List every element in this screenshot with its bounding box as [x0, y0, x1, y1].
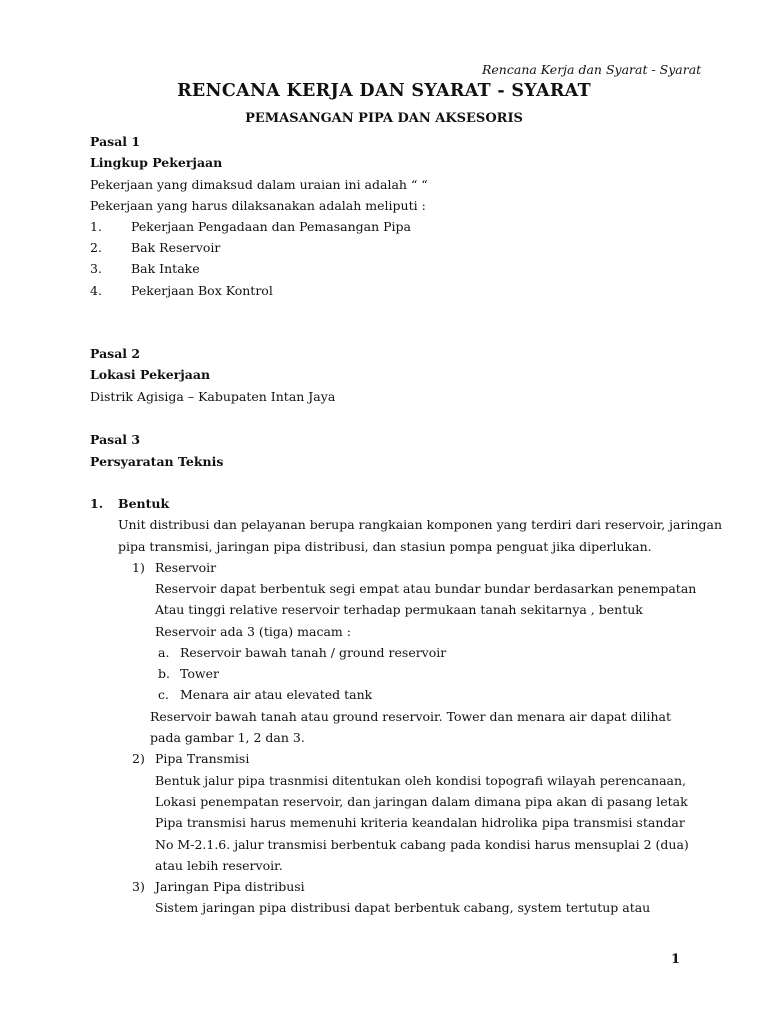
- list-item: Bak Intake: [131, 261, 200, 276]
- list-item: Bak Reservoir: [131, 240, 221, 255]
- subsection-number: 3): [132, 879, 145, 894]
- list-item-letter: c.: [158, 687, 169, 702]
- section-heading: Bentuk: [118, 496, 170, 511]
- pasal-2-heading: Pasal 2: [90, 346, 141, 361]
- list-item-letter: a.: [158, 645, 170, 660]
- subsection-heading: Reservoir: [155, 560, 217, 575]
- list-item-letter: b.: [158, 666, 170, 681]
- paragraph-line: Sistem jaringan pipa distribusi dapat berbentuk cabang, system tertutup atau: [155, 900, 651, 915]
- pasal-3-heading: Pasal 3: [90, 432, 141, 447]
- list-item: Reservoir bawah tanah / ground reservoir: [180, 645, 447, 660]
- list-item-number: 2.: [90, 240, 102, 255]
- list-item: Pekerjaan Box Kontrol: [131, 283, 273, 298]
- list-item-number: 1.: [90, 219, 102, 234]
- running-header: Rencana Kerja dan Syarat - Syarat: [482, 62, 702, 77]
- paragraph-line: No M-2.1.6. jalur transmisi berbentuk cabang pada kondisi harus mensuplai 2 (dua): [155, 837, 689, 852]
- paragraph-line: Pipa transmisi harus memenuhi kriteria keandalan hidrolika pipa transmisi standar: [155, 815, 685, 830]
- paragraph-line: Pekerjaan yang harus dilaksanakan adalah meliputi :: [90, 198, 426, 213]
- paragraph-line: Bentuk jalur pipa trasnmisi ditentukan oleh kondisi topografi wilayah perencanaan,: [155, 773, 686, 788]
- page-number: 1: [671, 952, 681, 967]
- paragraph-line: Reservoir dapat berbentuk segi empat atau bundar bundar berdasarkan penempatan: [155, 581, 697, 596]
- pasal-2-subheading: Lokasi Pekerjaan: [90, 367, 211, 382]
- list-item-number: 4.: [90, 283, 102, 298]
- subsection-heading: Jaringan Pipa distribusi: [155, 879, 305, 894]
- list-item: Pekerjaan Pengadaan dan Pemasangan Pipa: [131, 219, 411, 234]
- paragraph-line: Distrik Agisiga – Kabupaten Intan Jaya: [90, 389, 336, 404]
- pasal-3-subheading: Persyaratan Teknis: [90, 454, 224, 469]
- pasal-1-subheading: Lingkup Pekerjaan: [90, 155, 223, 170]
- pasal-1-heading: Pasal 1: [90, 134, 141, 149]
- paragraph-line: pada gambar 1, 2 dan 3.: [150, 730, 305, 745]
- section-number: 1.: [90, 496, 104, 511]
- paragraph-line: Unit distribusi dan pelayanan berupa rangkaian komponen yang terdiri dari reservoir, jaringan: [118, 517, 723, 532]
- subsection-number: 2): [132, 751, 145, 766]
- paragraph-line: Reservoir bawah tanah atau ground reservoir. Tower dan menara air dapat dilihat: [150, 709, 671, 724]
- paragraph-line: Reservoir ada 3 (tiga) macam :: [155, 624, 351, 639]
- paragraph-line: Atau tinggi relative reservoir terhadap permukaan tanah sekitarnya , bentuk: [155, 602, 643, 617]
- paragraph-line: pipa transmisi, jaringan pipa distribusi, dan stasiun pompa penguat jika diperlukan.: [118, 539, 652, 554]
- list-item: Menara air atau elevated tank: [180, 687, 373, 702]
- list-item: Tower: [180, 666, 219, 681]
- paragraph-line: Lokasi penempatan reservoir, dan jaringan dalam dimana pipa akan di pasang letak: [155, 794, 688, 809]
- document-subtitle: PEMASANGAN PIPA DAN AKSESORIS: [245, 111, 523, 126]
- paragraph-line: Pekerjaan yang dimaksud dalam uraian ini adalah “ “: [90, 177, 428, 192]
- list-item-number: 3.: [90, 261, 102, 276]
- subsection-heading: Pipa Transmisi: [155, 751, 250, 766]
- document-title: RENCANA KERJA DAN SYARAT - SYARAT: [177, 81, 591, 101]
- paragraph-line: atau lebih reservoir.: [155, 858, 283, 873]
- subsection-number: 1): [132, 560, 145, 575]
